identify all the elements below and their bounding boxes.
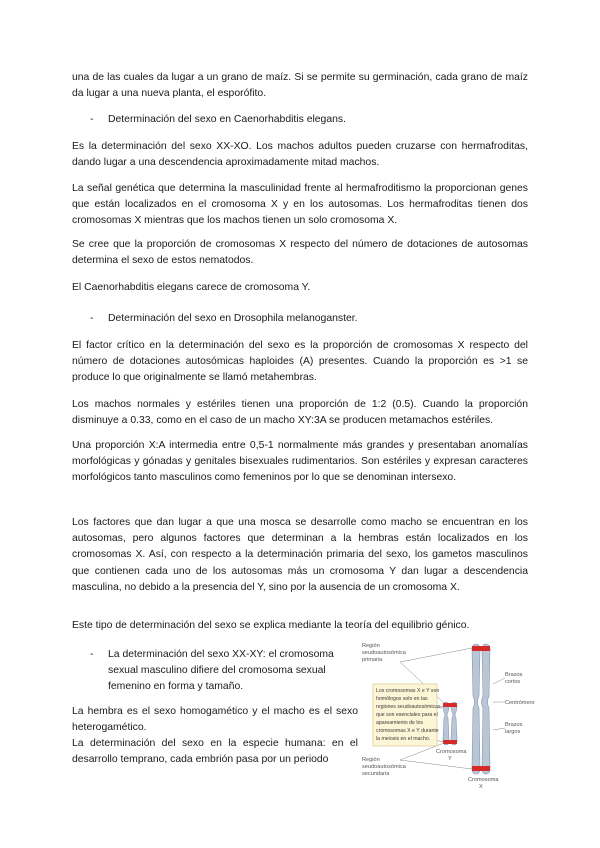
y-chromosome xyxy=(443,702,457,745)
note-line-5: apareamiento de los xyxy=(376,720,424,726)
paragraph-normal-males: Los machos normales y estériles tienen una proporción de 1:2 (0.5). Cuando la proporción disminuye a 0.33, como en el caso de un macho XY:3A se producen metamachos estériles. xyxy=(72,399,528,427)
paragraph-critical-factor: El factor crítico en la determinación del sexo es la proporción de cromosomas X respecto del número de dotaciones autosómicas haploides (A) presentes. Cuando la proporción es >1 se produce lo que originalmente se llamó metahembras. xyxy=(72,340,528,384)
bullet-dash: - xyxy=(90,649,94,660)
label-primary-region-2: seudoautosómica xyxy=(362,650,406,656)
note-line-7: la meiosis en el macho. xyxy=(376,736,431,742)
bullet-text: Determinación del sexo en Drosophila melanoganster. xyxy=(108,313,358,324)
paragraph-human: La determinación del sexo en la especie humana: en el desarrollo temprano, cada embrión pasa por un periodo xyxy=(72,738,358,766)
note-line-3: regiones seudoautosómicas, xyxy=(376,704,443,710)
label-y-2: Y xyxy=(448,756,452,762)
bullet-dash: - xyxy=(90,313,94,324)
bullet-c-elegans xyxy=(90,112,346,128)
paragraph-intersex: Una proporción X:A intermedia entre 0,5-1 normalmente más grandes y presentaban anomalías morfológicas y gónadas y genitales bisexuales rudimentarios. Son estériles y expresan caracteres morfológicos tanto masculinos como femeninos por lo que se denominan intersexo. xyxy=(72,440,528,484)
label-short-arms-2: cortos xyxy=(505,679,521,685)
paragraph-no-y: El Caenorhabditis elegans carece de cromosoma Y. xyxy=(72,282,311,293)
x-secondary-region xyxy=(472,766,490,771)
paragraph-genetic-signal: La señal genética que determina la masculinidad frente al hermafroditismo la proporcionan genes que están localizados en el cromosoma X y en los autosomas. Los hermafroditas tienen dos cromosomas X mientras que los machos tienen un solo cromosoma X. xyxy=(72,183,528,227)
chromosome-diagram xyxy=(360,640,535,795)
bullet-drosophila xyxy=(90,311,358,327)
label-y-1: Cromosoma xyxy=(436,749,467,755)
label-primary-region-1: Región xyxy=(362,643,380,649)
bullet-text: Determinación del sexo en Caenorhabditis elegans. xyxy=(108,114,346,125)
paragraph-homogametic: La hembra es el sexo homogamético y el macho es el sexo heterogamético. xyxy=(72,706,358,734)
note-line-6: cromosomas X e Y durante xyxy=(376,728,439,734)
y-primary-region xyxy=(443,703,457,707)
label-primary-region-3: primaria xyxy=(362,657,383,663)
paragraph-xx-xo: Es la determinación del sexo XX-XO. Los machos adultos pueden cruzarse con hermafroditas, dando lugar a una descendencia aproximadamente mitad machos. xyxy=(72,141,528,169)
note-line-2: homólogos solo en las xyxy=(376,696,428,702)
x-primary-region xyxy=(472,646,490,651)
note-box xyxy=(373,684,442,746)
paragraph-autosome-factors: Los factores que dan lugar a que una mosca se desarrolle como macho se encuentran en los autosomas, pero algunos factores que determinan a la hembras están localizados en los cromosomas X. Así, con respecto a la determinación primaria del sexo, los gametos masculinos que contienen cada uno de los autosomas más un cromosoma Y dan lugar a descendencia masculina, no debido a la presencia del Y, sino por la ausencia de un cromosoma X. xyxy=(72,517,528,593)
label-long-arms-1: Brazos xyxy=(505,722,523,728)
label-long-arms-2: largos xyxy=(505,729,521,735)
label-x-2: X xyxy=(479,784,483,790)
note-line-4: que son esenciales para el xyxy=(376,712,438,718)
chromosome-figure xyxy=(360,640,535,795)
y-secondary-region xyxy=(443,740,457,744)
paragraph-maize: una de las cuales da lugar a un grano de maíz. Si se permite su germinación, cada grano de maíz da lugar a una nueva planta, el esporófito. xyxy=(72,72,528,100)
bullet-dash: - xyxy=(90,114,94,125)
label-x-1: Cromosoma xyxy=(468,777,499,783)
label-short-arms-1: Brazos xyxy=(505,672,523,678)
label-secondary-region-3: secundaria xyxy=(362,771,390,777)
x-chromosome xyxy=(472,644,490,774)
paragraph-proportion: Se cree que la proporción de cromosomas X respecto del número de dotaciones de autosomas determina el sexo de estos nematodos. xyxy=(72,239,528,267)
note-line-1: Los cromosomas X e Y son xyxy=(376,688,440,694)
label-centromere: Centrómero xyxy=(505,700,535,706)
label-secondary-region-2: seudoautosómica xyxy=(362,764,406,770)
label-secondary-region-1: Región xyxy=(362,757,380,763)
paragraph-genic-balance: Este tipo de determinación del sexo se explica mediante la teoría del equilibrio génico. xyxy=(72,620,470,631)
bullet-xx-xy: La determinación del sexo XX-XY: el cromosoma sexual masculino difiere del cromosoma sexual femenino en forma y tamaño. xyxy=(108,649,334,693)
